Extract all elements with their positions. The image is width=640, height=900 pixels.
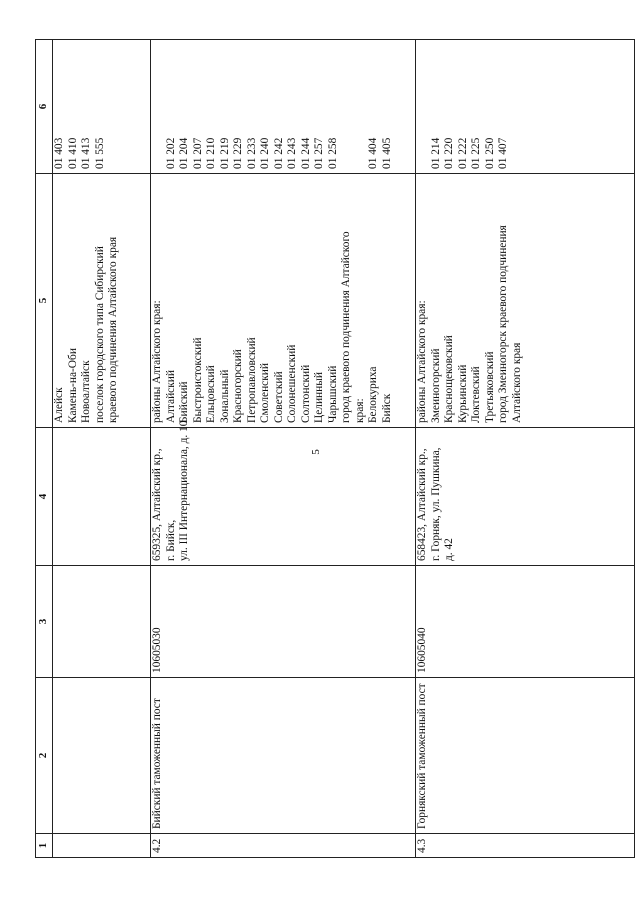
code-line: 01 405 [380, 137, 393, 169]
rotated-table-wrapper [35, 40, 635, 858]
territory-line: Зональный [218, 369, 231, 423]
code-line: 01 242 [272, 137, 285, 169]
code-line: 01 204 [178, 137, 190, 169]
code-line: 01 210 [205, 137, 217, 169]
continuation-territories-cell [53, 174, 151, 428]
row-address-cell [151, 420, 416, 566]
territory-line: края: [353, 398, 366, 423]
table-row-continuation [53, 40, 151, 858]
code-line: 01 220 [443, 137, 455, 169]
address-line: 658423, Алтайский кр., [416, 448, 428, 561]
continuation-codes-cell [53, 40, 151, 174]
territory-line: Алейск [53, 387, 65, 423]
code-line: 01 222 [456, 137, 469, 169]
territory-line: город Змеиногорск краевого подчинения [497, 225, 509, 423]
code-line: 01 225 [470, 137, 482, 169]
row-territories-cell [416, 174, 635, 428]
territory-line: Алтайского края [510, 342, 523, 423]
territory-line: Алтайский [164, 370, 177, 423]
territory-line: Краснощековский [443, 335, 455, 423]
row-post-name-cell: Бийский таможенный пост [151, 678, 416, 834]
territory-line: Новоалтайск [80, 360, 92, 423]
territory-line: Змеиногорский [429, 348, 442, 423]
row-num-cell: 4.2 [151, 834, 416, 858]
continuation-code-cell [53, 566, 151, 678]
territory-line: город краевого подчинения Алтайского [340, 231, 352, 423]
customs-posts-table [35, 39, 635, 858]
page-number: 5 [309, 449, 322, 455]
code-line: 01 219 [218, 137, 231, 169]
code-line: 01 244 [299, 137, 312, 169]
address-line: г. Горняк, ул. Пушкина, [429, 447, 442, 561]
territory-line: Белокуриха [367, 366, 379, 423]
code-line: 01 413 [80, 137, 92, 169]
address-line: ул. III Интернационала, д. 10 [178, 420, 190, 561]
code-line: 01 214 [429, 137, 442, 169]
code-spacer [416, 44, 430, 169]
table-header-row [36, 40, 53, 858]
header-cell-2: 2 [36, 678, 53, 834]
code-line: 01 240 [259, 137, 271, 169]
code-spacer [340, 44, 354, 169]
territory-line: Советский [272, 371, 285, 423]
row-codes-cell [151, 40, 416, 174]
territory-line: Третьяковский [483, 351, 496, 423]
code-line: 01 207 [191, 137, 204, 169]
code-line: 01 403 [53, 137, 65, 169]
header-cell-5: 5 [36, 174, 53, 428]
code-spacer [151, 44, 165, 169]
territory-line: Чарышский [326, 365, 339, 423]
header-cell-6: 6 [36, 40, 53, 174]
code-line: 01 243 [286, 137, 298, 169]
territory-line: Целинный [313, 371, 325, 423]
territory-line: районы Алтайского края: [416, 300, 428, 423]
territory-line: Петропавловский [245, 337, 258, 423]
code-line: 01 407 [497, 137, 509, 169]
row-post-code-cell: 10605040 [416, 566, 635, 678]
territory-line: Солтонский [299, 364, 312, 423]
territory-line: краевого подчинения Алтайского края [107, 236, 119, 423]
row-address-cell [416, 428, 635, 566]
territory-line: Локтевский [470, 366, 482, 423]
table-row [416, 40, 635, 858]
territory-line: поселок городского типа Сибирский [93, 246, 106, 423]
code-line: 01 202 [164, 137, 177, 169]
territory-line: районы Алтайского края: [151, 300, 163, 423]
territory-line: Солонешенский [286, 344, 298, 423]
territory-line: Бийск [380, 393, 393, 423]
code-line: 01 404 [367, 137, 379, 169]
continuation-address-cell [53, 428, 151, 566]
territory-line: Быстроистокский [191, 337, 204, 423]
continuation-name-cell [53, 678, 151, 834]
territory-line: Камень-на-Оби [66, 348, 79, 423]
code-spacer [354, 44, 368, 169]
code-line: 01 250 [483, 137, 496, 169]
row-num-cell: 4.3 [416, 834, 635, 858]
header-cell-3: 3 [36, 566, 53, 678]
header-cell-4: 4 [36, 428, 53, 566]
row-codes-cell [416, 40, 635, 174]
code-line: 01 257 [313, 137, 325, 169]
code-line: 01 233 [245, 137, 258, 169]
row-post-name-cell: Горнякский таможенный пост [416, 678, 635, 834]
row-post-code-cell: 10605030 [151, 566, 416, 678]
address-line: г. Бийск, [164, 519, 177, 561]
territory-line: Ельцовский [205, 365, 217, 423]
row-territories-cell [151, 174, 416, 428]
code-line: 01 410 [66, 137, 79, 169]
address-line: 659325, Алтайский кр., [151, 448, 163, 561]
continuation-num-cell [53, 834, 151, 858]
code-line: 01 555 [93, 137, 106, 169]
territory-line: Бийский [178, 381, 190, 423]
code-line: 01 229 [232, 137, 244, 169]
territory-line: Курьинский [456, 364, 469, 423]
table-row [151, 40, 416, 858]
header-cell-1: 1 [36, 834, 53, 858]
address-line: д. 42 [443, 538, 455, 561]
code-line: 01 258 [326, 137, 339, 169]
territory-line: Смоленский [259, 363, 271, 423]
territory-line: Красногорский [232, 349, 244, 423]
